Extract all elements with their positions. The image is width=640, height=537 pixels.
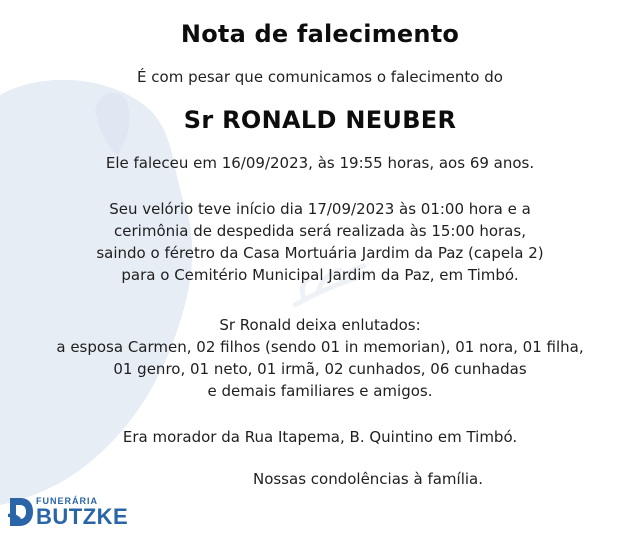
residence-info: Era morador da Rua Itapema, B. Quintino em Timbó. (122, 428, 518, 446)
ceremony-line: saindo o féretro da Casa Mortuária Jardim da Paz (capela 2) (96, 244, 544, 262)
family-line: Sr Ronald deixa enlutados: (219, 316, 421, 334)
deceased-name: Sr RONALD NEUBER (183, 106, 457, 134)
notice-title: Nota de falecimento (180, 20, 460, 48)
ceremony-line: Seu velório teve início dia 17/09/2023 às 01:00 hora e a (109, 200, 531, 218)
logo-subtitle: FUNERÁRIA (36, 496, 98, 506)
ceremony-line: para o Cemitério Municipal Jardim da Paz, em Timbó. (121, 266, 519, 284)
family-line: a esposa Carmen, 02 filhos (sendo 01 in memorian), 01 nora, 01 filha, (56, 338, 584, 356)
ceremony-line: cerimônia de despedida será realizada às 15:00 horas, (114, 222, 526, 240)
logo-name: BUTZKE (36, 504, 129, 529)
family-line: 01 genro, 01 neto, 01 irmã, 02 cunhados, 06 cunhadas (113, 360, 527, 378)
condolences-message: Nossas condolências à família. (252, 470, 484, 488)
ceremony-paragraph (0, 198, 640, 286)
family-paragraph (0, 314, 640, 402)
notice-intro: É com pesar que comunicamos o falecimento do (137, 68, 503, 86)
death-info: Ele faleceu em 16/09/2023, às 19:55 horas, aos 69 anos. (105, 154, 535, 172)
family-line: e demais familiares e amigos. (207, 382, 433, 400)
